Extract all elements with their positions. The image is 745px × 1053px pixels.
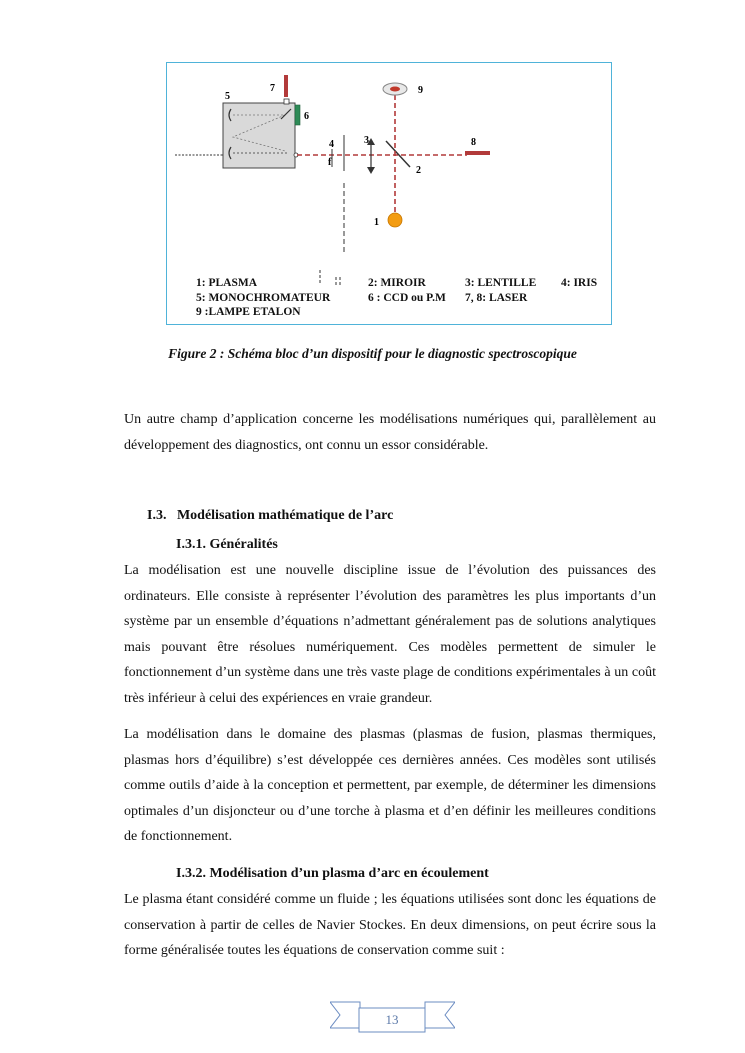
subsection-heading-generalites: I.3.1. Généralités bbox=[176, 537, 278, 552]
monochromator-box bbox=[223, 103, 295, 168]
legend-lampe: 9 :LAMPE ETALON bbox=[196, 306, 301, 318]
label-f: f bbox=[328, 157, 332, 168]
plasma-source bbox=[388, 213, 402, 227]
page-number: 13 bbox=[385, 1012, 399, 1027]
legend-monochromateur: 5: MONOCHROMATEUR bbox=[196, 292, 331, 304]
calibration-lamp-core bbox=[390, 87, 400, 92]
mirror bbox=[386, 141, 410, 167]
ccd-detector bbox=[295, 105, 300, 125]
paragraph-plasmas: La modélisation dans le domaine des plasmas (plasmas de fusion, plasmas thermiques, plasmas hors d’équilibre) s’est développée ces dernières années. Ces modèles sont utilisés comme outils d’aide à la conception et permettent, par exemple, de déterminer les dimensions optimales d’un disjoncteur ou d’une torche à plasma et d’en définir les meilleures conditions de fonctionnement. bbox=[124, 727, 656, 844]
label-2: 2 bbox=[416, 165, 421, 176]
label-4: 4 bbox=[329, 139, 334, 150]
lens-arrow-down bbox=[367, 167, 375, 174]
legend-miroir: 2: MIROIR bbox=[368, 277, 426, 289]
legend-plasma: 1: PLASMA bbox=[196, 277, 258, 289]
label-6: 6 bbox=[304, 111, 309, 122]
figure-frame bbox=[166, 62, 612, 325]
legend-lentille: 3: LENTILLE bbox=[465, 277, 537, 289]
label-5: 5 bbox=[225, 91, 230, 102]
label-8: 8 bbox=[471, 137, 476, 148]
subsection-heading-arc: I.3.2. Modélisation d’un plasma d’arc en écoulement bbox=[176, 866, 489, 881]
section-heading: I.3. Modélisation mathématique de l’arc bbox=[147, 508, 394, 523]
label-1: 1 bbox=[374, 217, 379, 228]
label-7: 7 bbox=[270, 83, 275, 94]
label-9: 9 bbox=[418, 85, 423, 96]
paragraph-equations: Le plasma étant considéré comme un fluide ; les équations utilisées sont donc les équations de conservation à partir de celles de Navier Stockes. En deux dimensions, on peut écrire sous la forme généralisée toutes les équations de conservation comme suit : bbox=[124, 892, 656, 958]
paragraph-modelisation: La modélisation est une nouvelle discipline issue de l’évolution des puissances des ordinateurs. Elle consiste à représenter l’évolution des paramètres les plus importants d’un système par un ensemble d’équations n’admettant généralement pas de solutions analytiques mais pouvant être résolues numériquement. Ces modèles permettent de simuler le fonctionnement d’un système dans une très vaste plage de conditions expérimentales à un coût très inférieur à celui des expériences en vraie grandeur. bbox=[124, 563, 656, 706]
legend-ccd: 6 : CCD ou P.M bbox=[368, 292, 446, 304]
legend-iris: 4: IRIS bbox=[561, 277, 598, 289]
figure-caption: Figure 2 : Schéma bloc d’un dispositif pour le diagnostic spectroscopique bbox=[168, 346, 577, 361]
exit-slit bbox=[284, 99, 289, 104]
legend-laser: 7, 8: LASER bbox=[465, 292, 528, 304]
paragraph-intro: Un autre champ d’application concerne les modélisations numériques qui, parallèlement au développement des diagnostics, ont connu un essor considérable. bbox=[124, 412, 656, 453]
page-number-ribbon bbox=[330, 998, 455, 1038]
label-3: 3 bbox=[364, 135, 369, 146]
